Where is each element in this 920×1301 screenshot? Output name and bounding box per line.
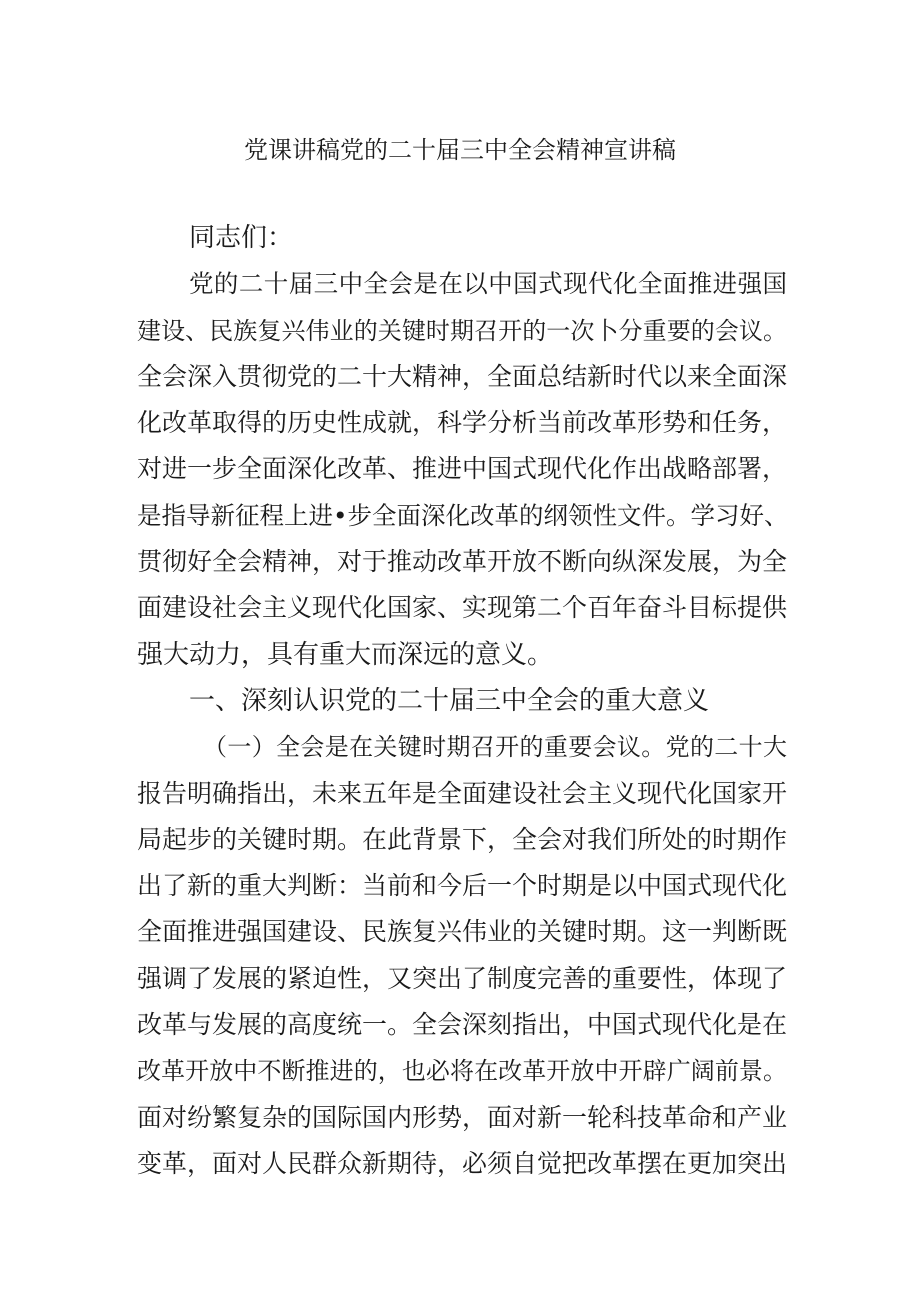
- text-line: 强大动力，具有重大而深远的意义。: [137, 639, 554, 670]
- text-line: 变革，面对人民群众新期待，必须自觉把改革摆在更加突出: [137, 1148, 788, 1178]
- text-line: 报告明确指出，未来五年是全面建设社会主义现代化国家开: [137, 778, 788, 808]
- text-line: 面对纷繁复杂的国际国内形势，面对新一轮科技革命和产业: [137, 1102, 788, 1132]
- text-line: 党的二十届三中全会是在以中国式现代化全面推进强国: [189, 269, 787, 299]
- text-line: 全会深入贯彻党的二十大精神，全面总结新时代以来全面深: [137, 361, 788, 391]
- text-line: 是指导新征程上进•步全面深化改革的纲领性文件。学习好、: [137, 500, 789, 530]
- text-line: 建设、民族复兴伟业的关键时期召开的一次卜分重要的会议。: [137, 316, 787, 345]
- text-line: 贯彻好全会精神，对于推动改革开放不断向纵深发展，为全: [137, 547, 788, 577]
- text-line: 同志们：: [189, 223, 294, 253]
- text-line: 一、深刻认识党的二十届三中全会的重大意义: [189, 685, 710, 716]
- text-line: 改革开放中不断推进的，也必将在改革开放中开辟广阔前景。: [137, 1057, 787, 1086]
- text-line: 化改革取得的历史性成就，科学分析当前改革形势和任务，: [137, 408, 788, 438]
- document-body: [137, 215, 787, 1187]
- text-line: 对进一步全面深化改革、推进中国式现代化作出战略部署，: [137, 454, 788, 484]
- text-line: 强调了发展的紧迫性，又突出了制度完善的重要性，体现了: [137, 963, 788, 993]
- text-line: （一）全会是在关键时期召开的重要会议。党的二十大: [203, 733, 787, 762]
- text-line: 全面推进强国建设、民族复兴伟业的关键时期。这一判断既: [137, 917, 788, 947]
- text-line: 局起步的关键时期。在此背景下，全会对我们所处的时期作: [137, 824, 788, 854]
- document-title: 党课讲稿党的二十届三中全会精神宣讲稿: [244, 136, 676, 164]
- text-line: 面建设社会主义现代化国家、实现第二个百年奋斗目标提供: [137, 593, 788, 623]
- text-line: 出了新的重大判断：当前和今后一个时期是以中国式现代化: [137, 871, 788, 901]
- text-line: 改革与发展的高度统一。全会深刻指出，中国式现代化是在: [137, 1010, 788, 1040]
